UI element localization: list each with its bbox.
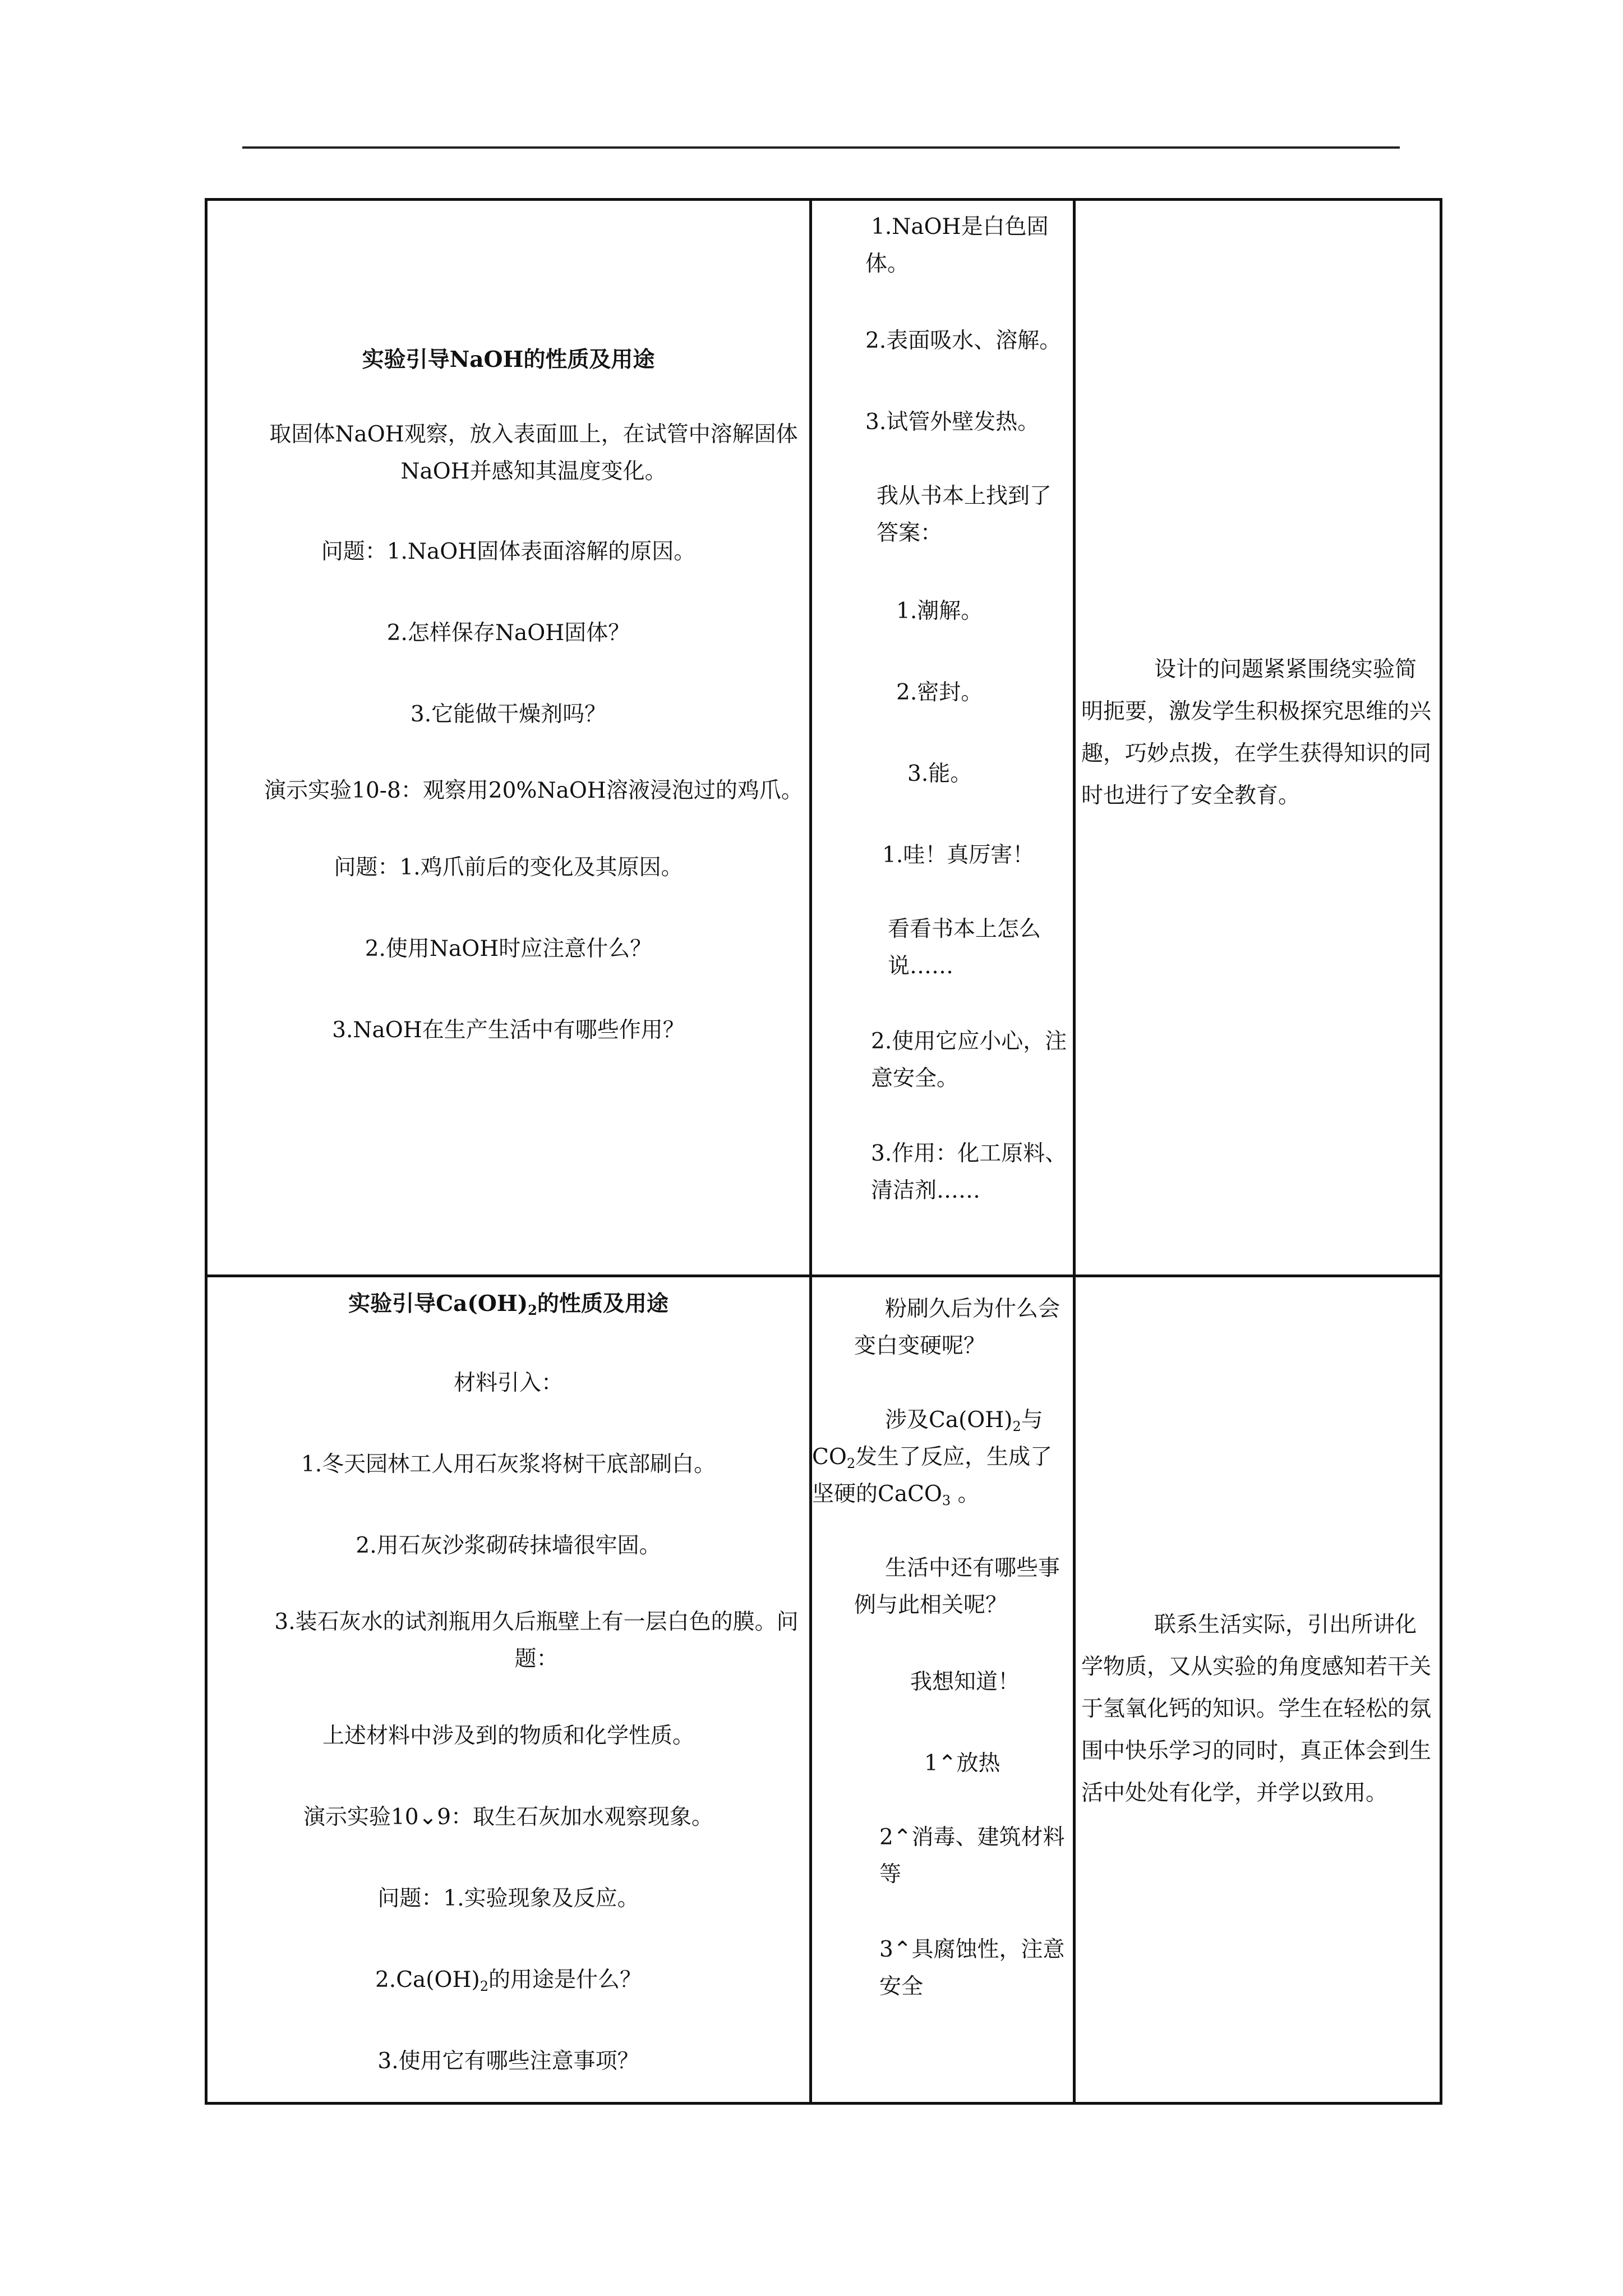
question-text: 2.使用NaOH时应注意什么？ — [365, 936, 652, 961]
answer-text: 1.哇！真厉害！ — [882, 843, 1035, 868]
answer-text: 2.使用它应小心，注意安全。 — [871, 1029, 1067, 1091]
experiment-intro: 取固体NaOH观察，放入表面皿上，在试管中溶解固体NaOH并感知其温度变化。 — [269, 422, 798, 484]
answer-text: 看看书本上怎么说…… — [888, 917, 1041, 979]
student-activity-cell-caoh2 — [811, 1276, 1075, 2104]
lesson-plan-table — [205, 198, 1442, 2105]
material-heading: 材料引入： — [453, 1370, 563, 1396]
student-activity-cell-naoh — [811, 200, 1075, 1276]
teacher-activity-cell-caoh2 — [206, 1276, 811, 2104]
question-text: 问题：1.鸡爪前后的变化及其原因。 — [334, 855, 683, 880]
answer-text: 1.NaOH是白色固体。 — [865, 214, 1049, 277]
question-text: 3.NaOH在生产生活中有哪些作用？ — [332, 1018, 685, 1043]
answer-text: 3⌃具腐蚀性，注意安全 — [879, 1937, 1065, 1999]
answer-text: 2⌃消毒、建筑材料等 — [879, 1825, 1065, 1887]
answer-text: 3.能。 — [907, 761, 972, 786]
design-note: 联系生活实际，引出所讲化学物质，又从实验的角度感知若干关于氢氧化钙的知识。学生在轻松的氛围中快乐学习的同时，真正体会到生活中处处有化学，并学以致用。 — [1081, 1612, 1432, 1806]
answer-text: 生活中还有哪些事例与此相关呢？ — [854, 1556, 1061, 1618]
material-question: 上述材料中涉及到的物质和化学性质。 — [322, 1723, 694, 1749]
demo-experiment-text: 演示实验10⌄9：取生石灰加水观察现象。 — [303, 1805, 714, 1830]
section-title-naoh: 实验引导NaOH的性质及用途 — [362, 347, 655, 372]
answer-text: 涉及$Ca(OH)_2$与 $CO_2$发生了反应，生成了坚硬的CaCO$_3$ 。 — [812, 1407, 1053, 1509]
question-text: 2.怎样保存NaOH固体？ — [386, 620, 630, 646]
question-text: $2.Ca(OH)_2$的用途是什么？ — [375, 1967, 642, 1995]
answer-text: 我想知道！ — [910, 1669, 1020, 1695]
design-intent-cell-caoh2 — [1075, 1276, 1441, 2104]
question-text: 问题：1.NaOH固体表面溶解的原因。 — [321, 539, 696, 564]
table-row-naoh — [206, 200, 1441, 1276]
question-text: 问题：1.实验现象及反应。 — [377, 1886, 639, 1911]
demo-experiment-text: 演示实验10-8：观察用20%NaOH溶液浸泡过的鸡爪。 — [264, 778, 803, 803]
answer-text: 1.潮解。 — [896, 599, 983, 624]
teacher-activity-cell-naoh — [206, 200, 811, 1276]
answer-text: 3.作用：化工原料、清洁剂…… — [871, 1141, 1067, 1203]
header-rule — [242, 146, 1400, 149]
answer-text: 1⌃放热 — [924, 1751, 1000, 1776]
answer-text: 我从书本上找到了答案： — [877, 484, 1052, 546]
material-item: 3.装石灰水的试剂瓶用久后瓶壁上有一层白色的膜。问题： — [274, 1609, 799, 1672]
table-row-caoh2 — [206, 1276, 1441, 2104]
question-text: 3.它能做干燥剂吗？ — [410, 702, 607, 727]
material-item: 2.用石灰沙浆砌砖抹墙很牢固。 — [356, 1533, 661, 1558]
section-title-caoh2: 实验引导$Ca(OH)_2$的性质及用途 — [348, 1291, 668, 1319]
answer-text: 2.密封。 — [896, 680, 983, 705]
design-intent-cell-naoh — [1075, 200, 1441, 1276]
answer-text: 粉刷久后为什么会变白变硬呢？ — [854, 1296, 1061, 1359]
design-note: 设计的问题紧紧围绕实验简明扼要，激发学生积极探究思维的兴趣，巧妙点拨，在学生获得知识的同时也进行了安全教育。 — [1081, 657, 1432, 808]
answer-text: 2.表面吸水、溶解。 — [865, 328, 1062, 353]
question-text: 3.使用它有哪些注意事项？ — [377, 2049, 639, 2074]
answer-text: 3.试管外壁发热。 — [865, 409, 1040, 435]
material-item: 1.冬天园林工人用石灰浆将树干底部刷白。 — [301, 1452, 716, 1477]
